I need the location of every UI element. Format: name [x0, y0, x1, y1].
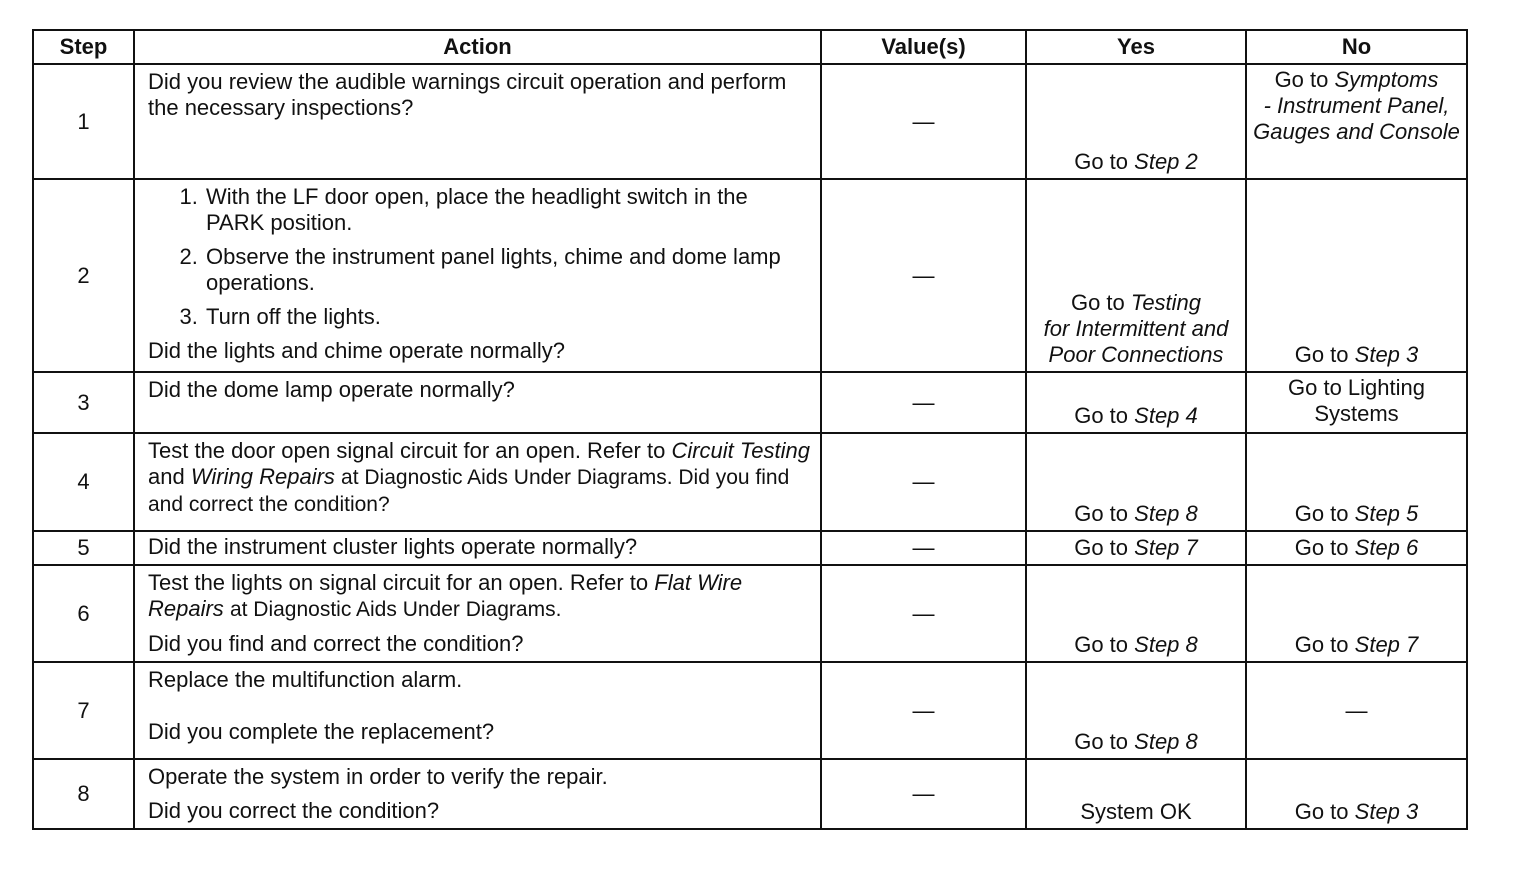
no-cell	[1246, 433, 1467, 531]
table-row	[33, 433, 1467, 531]
yes-target: Step 4	[1134, 403, 1198, 428]
spacer	[148, 623, 810, 631]
yes-target: Step 8	[1134, 729, 1198, 754]
go-to-label: Go to	[1274, 67, 1329, 92]
value-dash: —	[912, 389, 935, 415]
no-target: Step 3	[1354, 799, 1419, 824]
value-cell	[821, 372, 1026, 433]
action-text: Replace the multifunction alarm.	[148, 667, 463, 692]
action-text: Did the instrument cluster lights operate normally?	[148, 534, 638, 559]
value-cell	[821, 759, 1026, 829]
yes-target: Step 7	[1134, 535, 1198, 560]
action-text: at Diagnostic Aids Under Diagrams.	[229, 598, 562, 621]
no-target: Step 5	[1354, 501, 1419, 526]
no-cell	[1246, 64, 1467, 179]
go-to-label: Go to	[1074, 149, 1129, 174]
table-row	[33, 64, 1467, 179]
action-cell	[134, 64, 821, 179]
procedure-item: 3. Turn off the lights.	[204, 304, 810, 330]
action-cell	[134, 179, 821, 372]
step-number: 2	[33, 179, 134, 372]
header-action: Action	[134, 30, 821, 64]
table-row	[33, 531, 1467, 565]
no-cell	[1246, 565, 1467, 662]
header-step: Step	[33, 30, 134, 64]
value-dash: —	[912, 108, 935, 134]
yes-cell	[1026, 759, 1246, 829]
step-number: 5	[33, 531, 134, 565]
yes-cell	[1026, 64, 1246, 179]
yes-target: Step 8	[1134, 501, 1198, 526]
yes-cell	[1026, 372, 1246, 433]
no-cell	[1246, 179, 1467, 372]
action-text: Did you review the audible warnings circuit operation and perform the necessary inspections?	[148, 69, 787, 120]
go-to-label: Go to	[1294, 799, 1349, 824]
spacer	[148, 790, 810, 798]
yes-cell	[1026, 179, 1246, 372]
no-text: Go to Lighting Systems	[1288, 375, 1425, 426]
value-dash: —	[912, 781, 935, 806]
table-row	[33, 759, 1467, 829]
table-row	[33, 662, 1467, 759]
action-cell	[134, 531, 821, 565]
no-target-detail: - Instrument Panel, Gauges and Console	[1253, 93, 1460, 144]
question-text: Did you find and correct the condition?	[148, 631, 524, 656]
reference-link: Circuit Testing	[671, 438, 811, 463]
value-cell	[821, 565, 1026, 662]
value-dash: —	[912, 262, 935, 288]
no-dash: —	[1345, 697, 1368, 723]
header-yes: Yes	[1026, 30, 1246, 64]
no-cell	[1246, 372, 1467, 433]
value-dash: —	[912, 600, 935, 626]
go-to-label: Go to	[1074, 403, 1129, 428]
diagnostic-table	[32, 29, 1468, 830]
question-text: Did the lights and chime operate normally?	[148, 338, 566, 363]
yes-cell	[1026, 565, 1246, 662]
procedure-item: 1. With the LF door open, place the headlight switch in the PARK position.	[204, 184, 810, 236]
step-number: 7	[33, 662, 134, 759]
action-text: Test the lights on signal circuit for an open. Refer to	[148, 570, 649, 595]
yes-cell	[1026, 531, 1246, 565]
table-row	[33, 565, 1467, 662]
value-cell	[821, 64, 1026, 179]
action-text: and	[148, 464, 185, 489]
yes-target: Step 2	[1134, 149, 1198, 174]
procedure-item: 2. Observe the instrument panel lights, chime and dome lamp operations.	[204, 244, 810, 296]
go-to-label: Go to	[1070, 290, 1125, 315]
no-target: Step 3	[1354, 342, 1419, 367]
yes-target: Step 8	[1134, 632, 1198, 657]
action-text: Operate the system in order to verify the repair.	[148, 764, 608, 789]
go-to-label: Go to	[1074, 632, 1129, 657]
table-row	[33, 372, 1467, 433]
value-cell	[821, 662, 1026, 759]
header-row	[33, 30, 1467, 64]
action-text: Test the door open signal circuit for an open. Refer to	[148, 438, 666, 463]
action-text: Did the dome lamp operate normally?	[148, 377, 515, 402]
value-cell	[821, 531, 1026, 565]
value-cell	[821, 179, 1026, 372]
no-cell	[1246, 759, 1467, 829]
action-cell	[134, 433, 821, 531]
go-to-label: Go to	[1294, 342, 1349, 367]
action-cell	[134, 372, 821, 433]
yes-cell	[1026, 662, 1246, 759]
value-dash: —	[912, 535, 935, 560]
table-row	[33, 179, 1467, 372]
value-dash: —	[912, 697, 935, 723]
yes-cell	[1026, 433, 1246, 531]
header-no: No	[1246, 30, 1467, 64]
header-values: Value(s)	[821, 30, 1026, 64]
yes-target: Testing	[1130, 290, 1202, 315]
step-number: 6	[33, 565, 134, 662]
question-text: Did you correct the condition?	[148, 798, 440, 823]
yes-text: System OK	[1080, 799, 1192, 824]
reference-link: Wiring Repairs	[190, 464, 335, 489]
action-text: at Diagnostic Aids Under Diagrams. Did you find and correct the condition?	[148, 466, 790, 516]
step-number: 3	[33, 372, 134, 433]
step-number: 8	[33, 759, 134, 829]
go-to-label: Go to	[1294, 535, 1349, 560]
go-to-label: Go to	[1294, 501, 1349, 526]
go-to-label: Go to	[1294, 632, 1349, 657]
step-number: 4	[33, 433, 134, 531]
value-dash: —	[912, 469, 935, 494]
go-to-label: Go to	[1074, 535, 1129, 560]
no-cell	[1246, 531, 1467, 565]
spacer	[148, 693, 810, 719]
procedure-list	[148, 184, 810, 330]
no-cell	[1246, 662, 1467, 759]
no-target: Step 6	[1354, 535, 1419, 560]
question-text: Did you complete the replacement?	[148, 719, 495, 744]
no-target: Step 7	[1354, 632, 1419, 657]
reference-link: Flat Wire Repairs	[148, 570, 743, 621]
go-to-label: Go to	[1074, 501, 1129, 526]
action-cell	[134, 662, 821, 759]
no-target: Symptoms	[1334, 67, 1439, 92]
step-number: 1	[33, 64, 134, 179]
go-to-label: Go to	[1074, 729, 1129, 754]
yes-target-detail: for Intermittent and Poor Connections	[1043, 316, 1229, 367]
action-cell	[134, 565, 821, 662]
value-cell	[821, 433, 1026, 531]
action-cell	[134, 759, 821, 829]
